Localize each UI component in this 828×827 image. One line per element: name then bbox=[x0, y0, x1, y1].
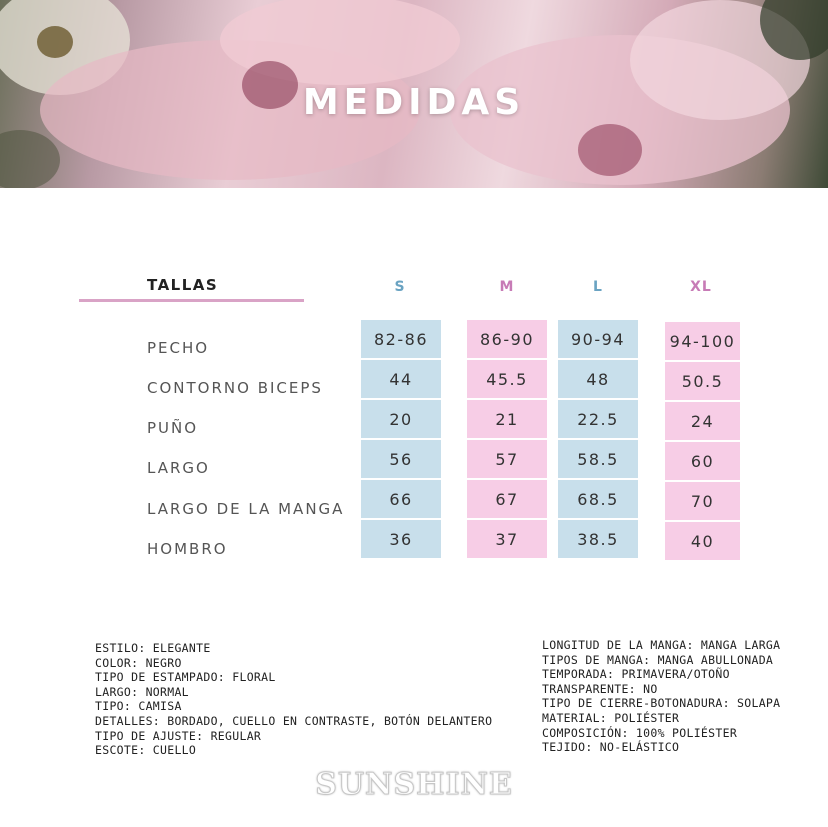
spec-line: MATERIAL: POLIÉSTER bbox=[542, 710, 680, 725]
size-cell: 37 bbox=[467, 520, 547, 558]
spec-line: LARGO: NORMAL bbox=[95, 684, 189, 699]
size-cell: 44 bbox=[361, 360, 441, 398]
size-column-m bbox=[467, 320, 547, 560]
size-cell: 20 bbox=[361, 400, 441, 438]
spec-line: TIPO DE CIERRE-BOTONADURA: SOLAPA bbox=[542, 696, 781, 711]
row-label-pecho: PECHO bbox=[147, 339, 210, 357]
specs-left bbox=[95, 641, 492, 758]
size-cell: 40 bbox=[665, 522, 740, 560]
spec-line: ESTILO: ELEGANTE bbox=[95, 641, 211, 655]
size-cell: 94-100 bbox=[665, 322, 740, 360]
spec-line: TIPO: CAMISA bbox=[95, 699, 182, 714]
spec-line: ESCOTE: CUELLO bbox=[95, 743, 197, 758]
row-label-hombro: HOMBRO bbox=[147, 540, 228, 558]
spec-line: DETALLES: BORDADO, CUELLO EN CONTRASTE, BOTÓN DELANTERO bbox=[95, 713, 493, 728]
size-cell: 24 bbox=[665, 402, 740, 440]
size-cell: 58.5 bbox=[558, 440, 638, 478]
tallas-header: TALLAS bbox=[147, 276, 219, 294]
tallas-underline bbox=[79, 299, 304, 302]
size-cell: 22.5 bbox=[558, 400, 638, 438]
size-header-s: S bbox=[394, 279, 406, 295]
size-cell: 67 bbox=[467, 480, 547, 518]
size-header-l: L bbox=[593, 279, 603, 295]
spec-line: TIPO DE ESTAMPADO: FLORAL bbox=[95, 670, 276, 685]
size-cell: 82-86 bbox=[361, 320, 441, 358]
size-cell: 56 bbox=[361, 440, 441, 478]
row-label-largo-manga: LARGO DE LA MANGA bbox=[147, 500, 345, 518]
size-cell: 50.5 bbox=[665, 362, 740, 400]
size-cell: 60 bbox=[665, 442, 740, 480]
spec-line: TIPO DE AJUSTE: REGULAR bbox=[95, 728, 262, 743]
size-cell: 21 bbox=[467, 400, 547, 438]
spec-line: LONGITUD DE LA MANGA: MANGA LARGA bbox=[542, 638, 781, 652]
size-column-s bbox=[361, 320, 441, 560]
size-cell: 86-90 bbox=[467, 320, 547, 358]
size-header-m: M bbox=[499, 279, 515, 295]
spec-line: TEJIDO: NO-ELÁSTICO bbox=[542, 740, 680, 755]
size-header-xl: XL bbox=[690, 279, 712, 295]
spec-line: TEMPORADA: PRIMAVERA/OTOÑO bbox=[542, 667, 730, 682]
banner bbox=[0, 0, 828, 188]
page-title: MEDIDAS bbox=[302, 82, 526, 123]
brand-logo: SUNSHINE bbox=[315, 767, 513, 802]
specs-right bbox=[542, 638, 780, 755]
size-cell: 57 bbox=[467, 440, 547, 478]
spec-line: COMPOSICIÓN: 100% POLIÉSTER bbox=[542, 725, 738, 740]
size-cell: 36 bbox=[361, 520, 441, 558]
size-cell: 90-94 bbox=[558, 320, 638, 358]
row-label-contorno-biceps: CONTORNO BICEPS bbox=[147, 379, 323, 397]
row-label-largo: LARGO bbox=[147, 459, 210, 477]
size-cell: 38.5 bbox=[558, 520, 638, 558]
size-cell: 68.5 bbox=[558, 480, 638, 518]
size-column-l bbox=[558, 320, 638, 560]
size-cell: 45.5 bbox=[467, 360, 547, 398]
spec-line: TRANSPARENTE: NO bbox=[542, 681, 658, 696]
size-column-xl bbox=[665, 322, 740, 562]
size-cell: 70 bbox=[665, 482, 740, 520]
spec-line: TIPOS DE MANGA: MANGA ABULLONADA bbox=[542, 652, 774, 667]
row-label-puno: PUÑO bbox=[147, 419, 199, 437]
spec-line: COLOR: NEGRO bbox=[95, 655, 182, 670]
size-cell: 48 bbox=[558, 360, 638, 398]
size-cell: 66 bbox=[361, 480, 441, 518]
